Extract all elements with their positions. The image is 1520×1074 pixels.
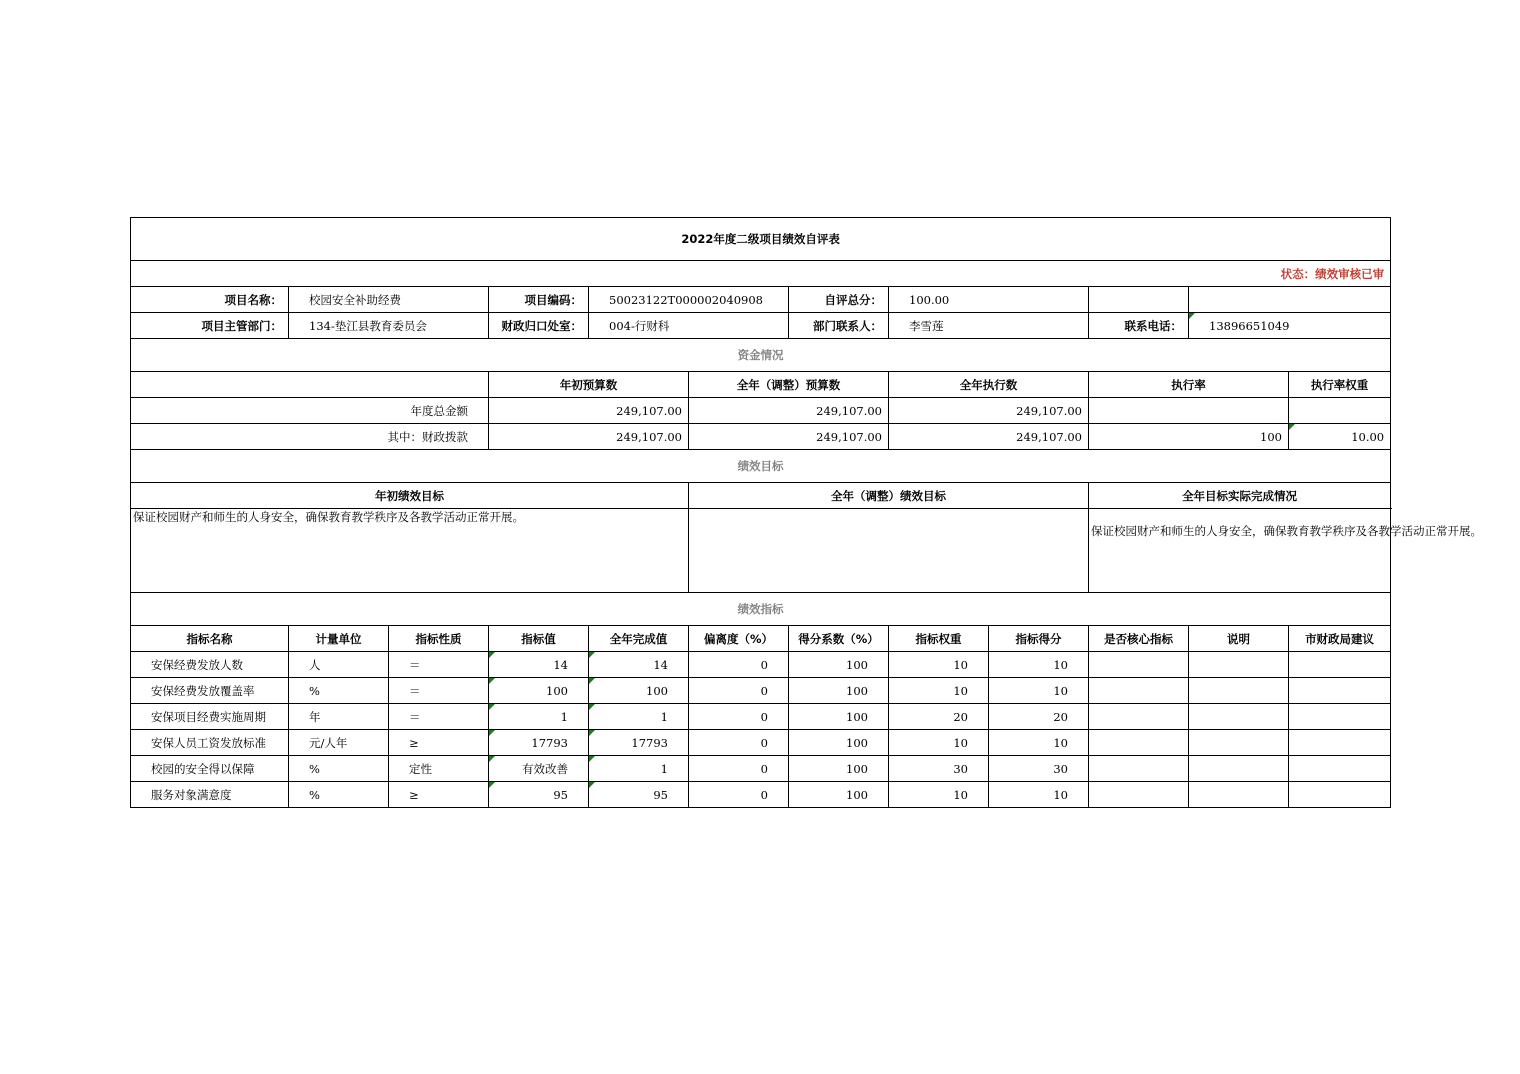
contact-label: 部门联系人： <box>789 313 889 339</box>
indicator-weight: 10 <box>889 730 989 756</box>
indicator-name: 安保经费发放人数 <box>131 652 289 678</box>
indicator-name: 安保经费发放覆盖率 <box>131 678 289 704</box>
indicator-target: 95 <box>489 782 589 808</box>
form-title: 2022年度二级项目绩效自评表 <box>131 218 1391 261</box>
total-score-label: 自评总分： <box>789 287 889 313</box>
indicator-score: 10 <box>989 730 1089 756</box>
empty-cell <box>1189 287 1391 313</box>
indicator-header: 指标值 <box>489 626 589 652</box>
indicator-actual: 14 <box>589 652 689 678</box>
funds-executed: 249,107.00 <box>889 398 1089 424</box>
funds-row <box>131 398 1391 424</box>
indicator-score: 10 <box>989 652 1089 678</box>
phone-label: 联系电话： <box>1089 313 1189 339</box>
phone-value: 13896651049 <box>1189 313 1391 339</box>
self-evaluation-table <box>130 217 1482 808</box>
indicator-target: 有效改善 <box>489 756 589 782</box>
indicator-core <box>1089 756 1189 782</box>
indicator-header: 计量单位 <box>289 626 389 652</box>
indicator-deviation: 0 <box>689 782 789 808</box>
indicator-actual: 1 <box>589 704 689 730</box>
indicator-row <box>131 756 1391 782</box>
indicator-header: 说明 <box>1189 626 1289 652</box>
indicator-unit: 年 <box>289 704 389 730</box>
indicator-row <box>131 704 1391 730</box>
finance-office-label: 财政归口处室： <box>489 313 589 339</box>
indicator-coefficient: 100 <box>789 704 889 730</box>
funds-weight <box>1289 398 1391 424</box>
indicator-core <box>1089 652 1189 678</box>
indicator-actual: 100 <box>589 678 689 704</box>
indicator-row <box>131 730 1391 756</box>
indicator-header: 指标名称 <box>131 626 289 652</box>
indicator-row <box>131 652 1391 678</box>
indicator-score: 10 <box>989 678 1089 704</box>
indicator-note <box>1189 704 1289 730</box>
goals-header: 全年（调整）绩效目标 <box>689 483 1089 509</box>
indicator-core <box>1089 782 1189 808</box>
dept-value: 134-垫江县教育委员会 <box>289 313 489 339</box>
indicator-unit: % <box>289 782 389 808</box>
indicator-weight: 20 <box>889 704 989 730</box>
indicator-deviation: 0 <box>689 678 789 704</box>
indicator-name: 服务对象满意度 <box>131 782 289 808</box>
indicators-section-title: 绩效指标 <box>131 593 1391 626</box>
indicator-target: 100 <box>489 678 589 704</box>
indicator-header: 市财政局建议 <box>1289 626 1391 652</box>
indicator-header: 偏离度（%） <box>689 626 789 652</box>
indicator-actual: 95 <box>589 782 689 808</box>
indicator-row <box>131 678 1391 704</box>
project-code-value: 50023122T000002040908 <box>589 287 789 313</box>
indicator-core <box>1089 730 1189 756</box>
indicator-advice <box>1289 652 1391 678</box>
funds-section-title: 资金情况 <box>131 339 1391 372</box>
indicator-score: 30 <box>989 756 1089 782</box>
contact-value: 李雪莲 <box>889 313 1089 339</box>
indicator-core <box>1089 678 1189 704</box>
funds-header: 全年执行数 <box>889 372 1089 398</box>
funds-header: 全年（调整）预算数 <box>689 372 889 398</box>
indicator-weight: 10 <box>889 652 989 678</box>
indicator-unit: % <box>289 678 389 704</box>
indicator-coefficient: 100 <box>789 730 889 756</box>
indicator-nature: ＝ <box>389 678 489 704</box>
indicator-deviation: 0 <box>689 756 789 782</box>
empty-cell <box>1089 287 1189 313</box>
indicator-name: 安保人员工资发放标准 <box>131 730 289 756</box>
funds-budget: 249,107.00 <box>489 398 689 424</box>
indicator-nature: 定性 <box>389 756 489 782</box>
indicator-header: 全年完成值 <box>589 626 689 652</box>
funds-budget: 249,107.00 <box>489 424 689 450</box>
funds-adjusted: 249,107.00 <box>689 398 889 424</box>
indicator-score: 10 <box>989 782 1089 808</box>
indicator-name: 安保项目经费实施周期 <box>131 704 289 730</box>
indicator-nature: ≥ <box>389 730 489 756</box>
goals-section-title: 绩效目标 <box>131 450 1391 483</box>
indicator-target: 1 <box>489 704 589 730</box>
indicator-score: 20 <box>989 704 1089 730</box>
indicator-advice <box>1289 704 1391 730</box>
indicator-actual: 17793 <box>589 730 689 756</box>
indicator-core <box>1089 704 1189 730</box>
indicator-actual: 1 <box>589 756 689 782</box>
indicator-nature: ＝ <box>389 652 489 678</box>
funds-row-label: 年度总金额 <box>131 398 489 424</box>
indicator-deviation: 0 <box>689 652 789 678</box>
indicator-advice <box>1289 782 1391 808</box>
project-name-label: 项目名称： <box>131 287 289 313</box>
funds-header: 年初预算数 <box>489 372 689 398</box>
indicator-target: 14 <box>489 652 589 678</box>
project-code-label: 项目编码： <box>489 287 589 313</box>
goals-header: 年初绩效目标 <box>131 483 689 509</box>
funds-header: 执行率权重 <box>1289 372 1391 398</box>
goals-header: 全年目标实际完成情况 <box>1089 483 1391 509</box>
funds-row-label: 其中：财政拨款 <box>131 424 489 450</box>
indicator-coefficient: 100 <box>789 782 889 808</box>
indicator-note <box>1189 678 1289 704</box>
indicator-note <box>1189 652 1289 678</box>
indicator-unit: 元/人年 <box>289 730 389 756</box>
funds-adjusted: 249,107.00 <box>689 424 889 450</box>
indicator-row <box>131 782 1391 808</box>
indicator-target: 17793 <box>489 730 589 756</box>
indicator-advice <box>1289 730 1391 756</box>
status-label: 状态：绩效审核已审 <box>131 261 1391 287</box>
indicator-advice <box>1289 756 1391 782</box>
indicator-coefficient: 100 <box>789 678 889 704</box>
indicator-nature: ＝ <box>389 704 489 730</box>
indicator-weight: 10 <box>889 782 989 808</box>
funds-row <box>131 424 1391 450</box>
funds-rate: 100 <box>1089 424 1289 450</box>
indicator-deviation: 0 <box>689 704 789 730</box>
funds-rate <box>1089 398 1289 424</box>
indicator-name: 校园的安全得以保障 <box>131 756 289 782</box>
indicator-header: 指标得分 <box>989 626 1089 652</box>
funds-header: 执行率 <box>1089 372 1289 398</box>
initial-goal-text: 保证校园财产和师生的人身安全，确保教育教学秩序及各教学活动正常开展。 <box>131 509 689 593</box>
adjusted-goal-text <box>689 509 1089 593</box>
indicator-note <box>1189 730 1289 756</box>
indicator-deviation: 0 <box>689 730 789 756</box>
indicator-weight: 10 <box>889 678 989 704</box>
indicator-note <box>1189 756 1289 782</box>
funds-weight: 10.00 <box>1289 424 1391 450</box>
indicator-nature: ≥ <box>389 782 489 808</box>
indicator-coefficient: 100 <box>789 652 889 678</box>
indicator-header: 得分系数（%） <box>789 626 889 652</box>
indicator-weight: 30 <box>889 756 989 782</box>
indicator-note <box>1189 782 1289 808</box>
project-name-value: 校园安全补助经费 <box>289 287 489 313</box>
finance-office-value: 004-行财科 <box>589 313 789 339</box>
total-score-value: 100.00 <box>889 287 1089 313</box>
indicator-unit: 人 <box>289 652 389 678</box>
indicator-header: 指标性质 <box>389 626 489 652</box>
indicator-header: 指标权重 <box>889 626 989 652</box>
actual-goal-text: 保证校园财产和师生的人身安全，确保教育教学秩序及各教学活动正常开展。 <box>1089 509 1391 593</box>
indicator-coefficient: 100 <box>789 756 889 782</box>
indicator-unit: % <box>289 756 389 782</box>
empty-cell <box>131 372 489 398</box>
dept-label: 项目主管部门： <box>131 313 289 339</box>
indicator-header: 是否核心指标 <box>1089 626 1189 652</box>
funds-executed: 249,107.00 <box>889 424 1089 450</box>
indicator-advice <box>1289 678 1391 704</box>
